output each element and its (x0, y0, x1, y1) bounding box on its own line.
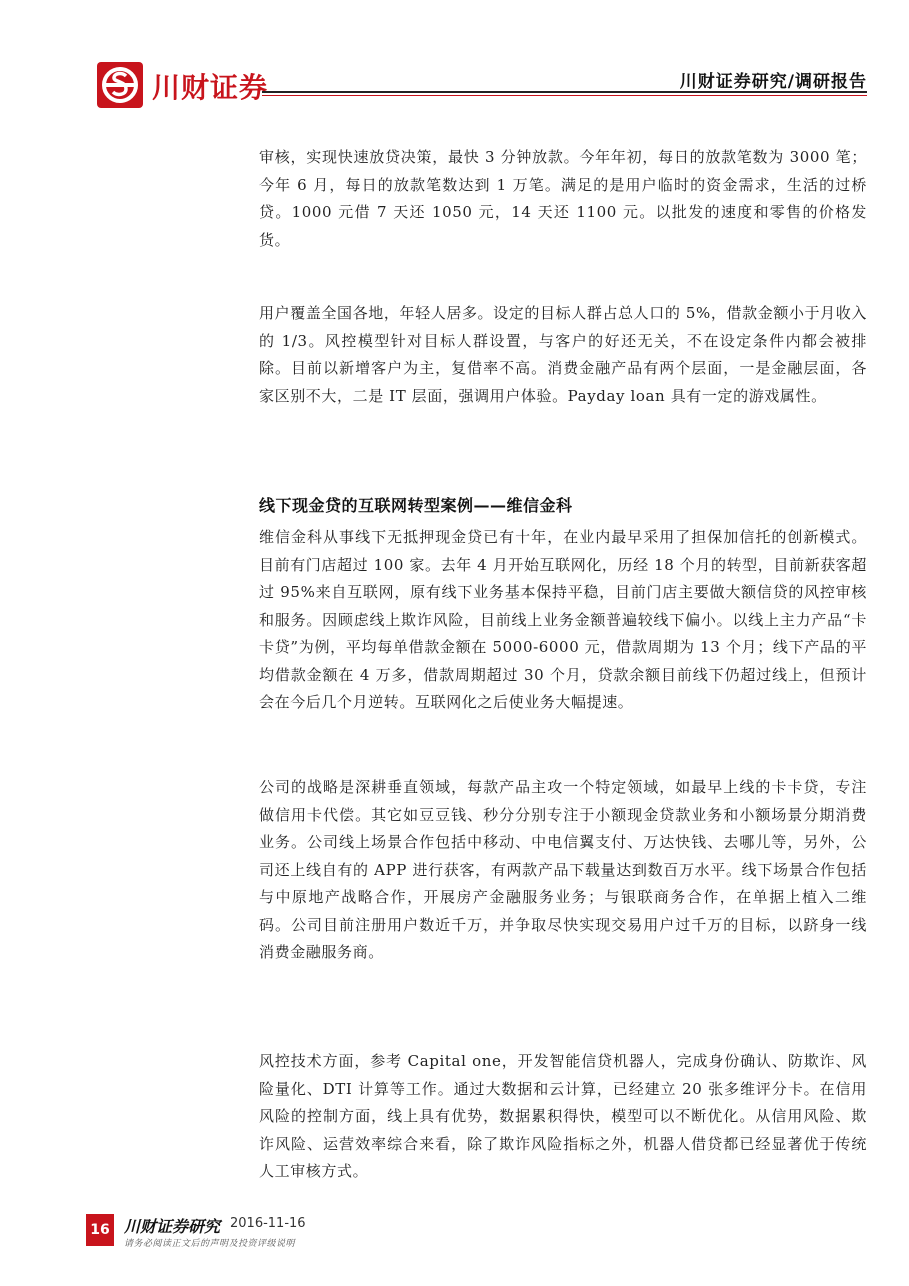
paragraph-risk-control: 风控技术方面，参考 Capital one，开发智能信贷机器人，完成身份确认、防欺诈、风险量化、DTI 计算等工作。通过大数据和云计算，已经建立 20 张多维评分卡。在信用风险的控制方面，线上具有优势，数据累积得快，模型可以不断优化。从信用风险、欺诈风险、运营效率综合来看，除了欺诈风险指标之外，机器人借贷都已经显著优于传统人工审核方式。 (259, 1052, 867, 1180)
page-number-badge: 16 (86, 1214, 114, 1246)
footer-disclaimer: 请务必阅读正文后的声明及投资评级说明 (124, 1239, 296, 1249)
section-heading: 线下现金贷的互联网转型案例——维信金科 (259, 496, 573, 515)
footer-brand: 川财证券研究 (124, 1217, 221, 1236)
paragraph-user-coverage: 用户覆盖全国各地，年轻人居多。设定的目标人群占总人口的 5%，借款金额小于月收入的 1/3。风控模型针对目标人群设置，与客户的好还无关，不在设定条件内都会被排除。目前以新增客户为主，复借率不高。消费金融产品有两个层面，一是金融层面，各家区别不大，二是 IT 层面，强调用户体验。Payday loan 具有一定的游戏属性。 (259, 304, 867, 405)
paragraph-company-transition: 维信金科从事线下无抵押现金贷已有十年，在业内最早采用了担保加信托的创新模式。目前有门店超过 100 家。去年 4 月开始互联网化，历经 18 个月的转型，目前新获客超过 95%来自互联网，原有线下业务基本保持平稳，目前门店主要做大额信贷的风控审核和服务。因顾虑线上欺诈风险，目前线上业务金额普遍较线下偏小。以线上主力产品“卡卡贷”为例，平均每单借款金额在 5000-6000 元，借款周期为 13 个月；线下产品的平均借款金额在 4 万多，借款周期超过 30 个月，贷款余额目前线下仍超过线上，但预计会在今后几个月逆转。互联网化之后使业务大幅提速。 (259, 528, 867, 711)
report-title: 川财证券研究/调研报告 (679, 72, 867, 92)
paragraph-company-strategy: 公司的战略是深耕垂直领域，每款产品主攻一个特定领域，如最早上线的卡卡贷，专注做信用卡代偿。其它如豆豆钱、秒分分别专注于小额现金贷款业务和小额场景分期消费业务。公司线上场景合作包括中移动、中电信翼支付、万达快钱、去哪儿等，另外，公司还上线自有的 APP 进行获客，有两款产品下载量达到数百万水平。线下场景合作包括与中原地产战略合作，开展房产金融服务业务；与银联商务合作，在单据上植入二维码。公司目前注册用户数近千万，并争取尽快实现交易用户过千万的目标，以跻身一线消费金融服务商。 (259, 778, 867, 961)
header-divider-accent (262, 95, 867, 96)
page-header (0, 0, 909, 120)
header-divider (262, 91, 867, 93)
company-logo-icon (97, 62, 143, 108)
page-footer (0, 1200, 909, 1260)
brand-name: 川财证券 (152, 71, 269, 104)
paragraph-loan-speed: 审核，实现快速放贷决策，最快 3 分钟放款。今年年初，每日的放款笔数为 3000 笔；今年 6 月，每日的放款笔数达到 1 万笔。满足的是用户临时的资金需求，生活的过桥贷。1000 元借 7 天还 1050 元，14 天还 1100 元。以批发的速度和零售的价格发货。 (259, 148, 867, 249)
footer-date: 2016-11-16 (230, 1216, 306, 1231)
